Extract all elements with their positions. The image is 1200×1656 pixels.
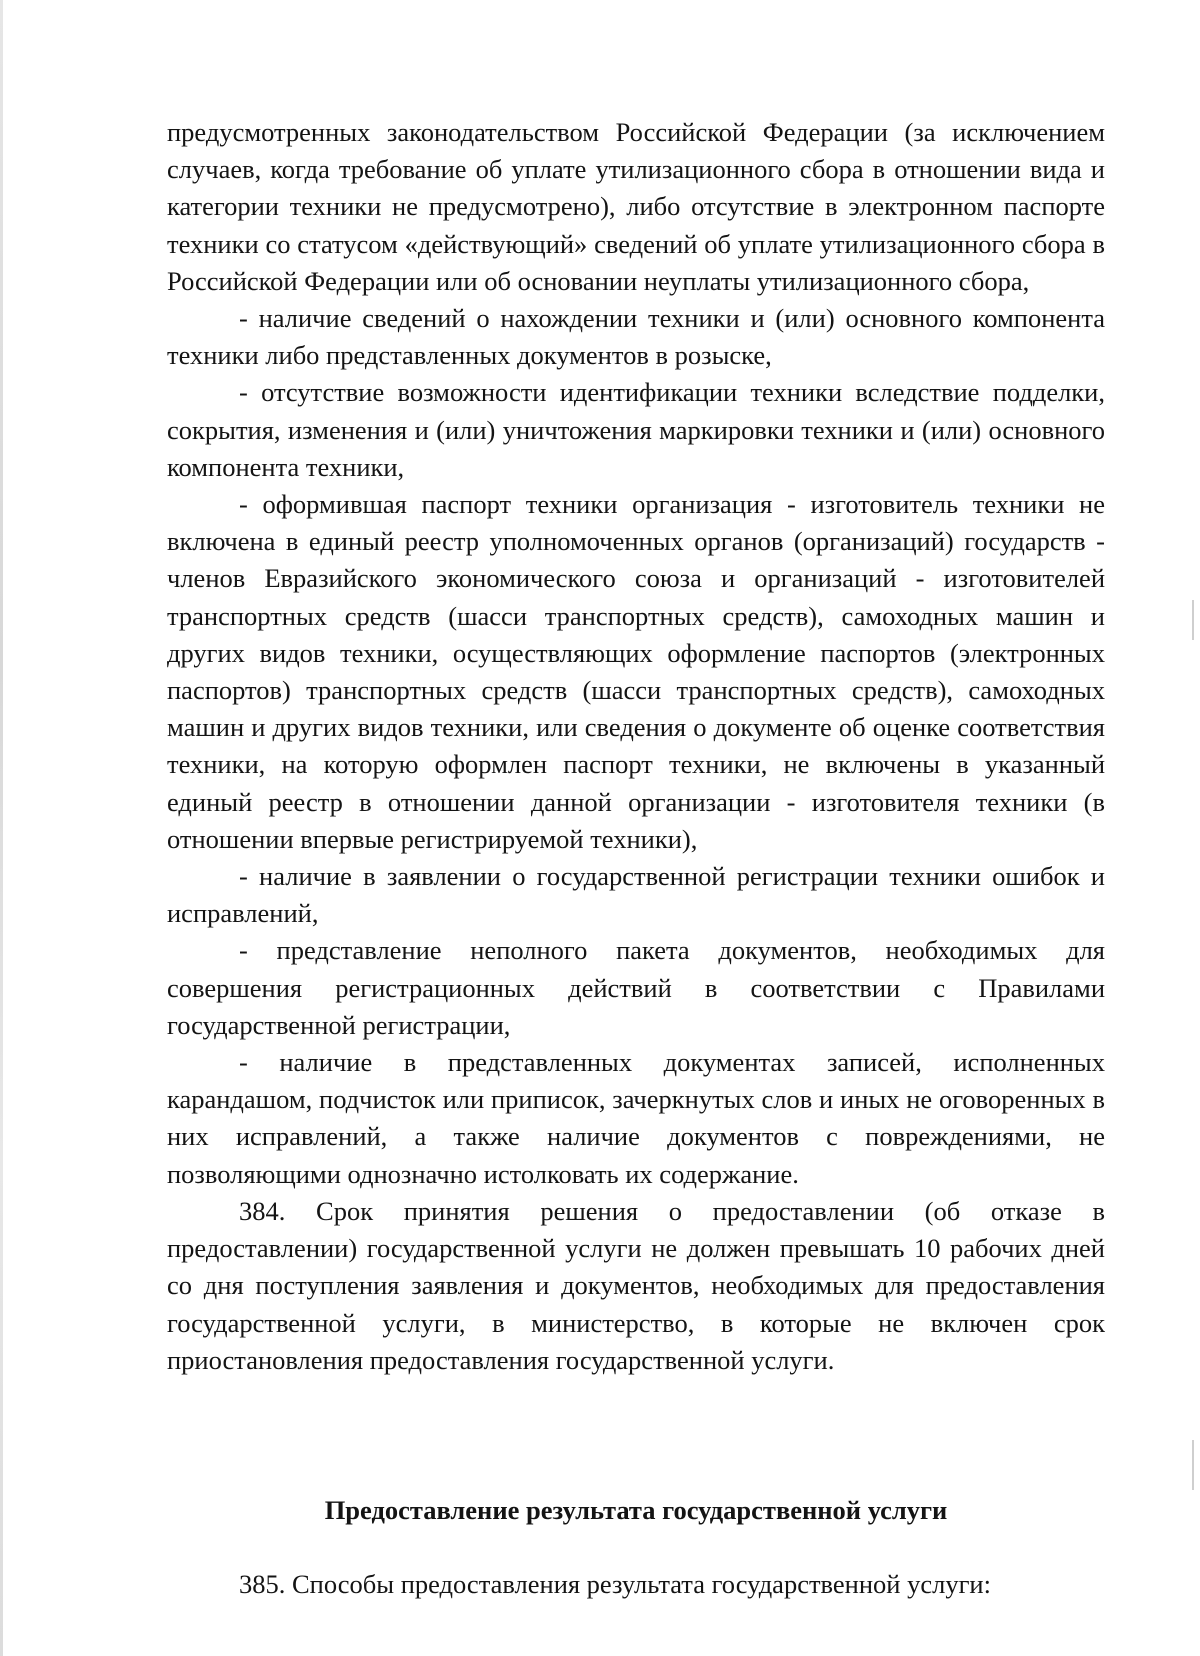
scan-artifact [1192,1440,1194,1490]
section-heading: Предоставление результата государственной услуги [324,1495,948,1525]
document-body [167,114,1105,1379]
paragraph-bullet-corrections: - наличие в представленных документах записей, исполненных карандашом, подчисток или приписок, зачеркнутых слов и иных не оговоренных в них исправлений, а также наличие документов с повреждениями, не позволяющими однозначно истолковать их содержание. [167,1047,1105,1189]
paragraph-continuation: предусмотренных законодательством Российской Федерации (за исключением случаев, когда требование об уплате утилизационного сбора в отношении вида и категории техники не предусмотрено), либо отсутствие в электронном паспорте техники со статусом «действующий» сведений об уплате утилизационного сбора в Российской Федерации или об основании неуплаты утилизационного сбора, [167,117,1105,296]
paragraph-385: 385. Способы предоставления результата государственной услуги: [239,1569,991,1599]
scan-left-edge [0,0,3,1656]
scan-artifact [1192,600,1194,640]
paragraph-bullet-errors: - наличие в заявлении о государственной регистрации техники ошибок и исправлений, [167,861,1105,929]
paragraph-bullet-incomplete: - представление неполного пакета документов, необходимых для совершения регистрационных действий в соответствии с Правилами государственной регистрации, [167,935,1105,1040]
paragraph-bullet-identification: - отсутствие возможности идентификации техники вследствие подделки, сокрытия, изменения и (или) уничтожения маркировки техники и (или) основного компонента техники, [167,377,1105,482]
paragraph-bullet-search: - наличие сведений о нахождении техники и (или) основного компонента техники либо представленных документов в розыске, [167,303,1105,371]
paragraph-bullet-registry: - оформившая паспорт техники организация - изготовитель техники не включена в единый реестр уполномоченных органов (организаций) государств - членов Евразийского экономического союза и организаций - изготовителей транспортных средств (шасси транспортных средств), самоходных машин и других видов техники, осуществляющих оформление паспортов (электронных паспортов) транспортных средств (шасси транспортных средств), самоходных машин и других видов техники, или сведения о документе об оценке соответствия техники, на которую оформлен паспорт техники, не включены в указанный единый реестр в отношении данной организации - изготовителя техники (в отношении впервые регистрируемой техники), [167,489,1105,854]
paragraph-384: 384. Срок принятия решения о предоставлении (об отказе в предоставлении) государственной услуги не должен превышать 10 рабочих дней со дня поступления заявления и документов, необходимых для предоставления государственной услуги, в министерство, в которые не включен срок приостановления предоставления государственной услуги. [167,1195,1105,1375]
